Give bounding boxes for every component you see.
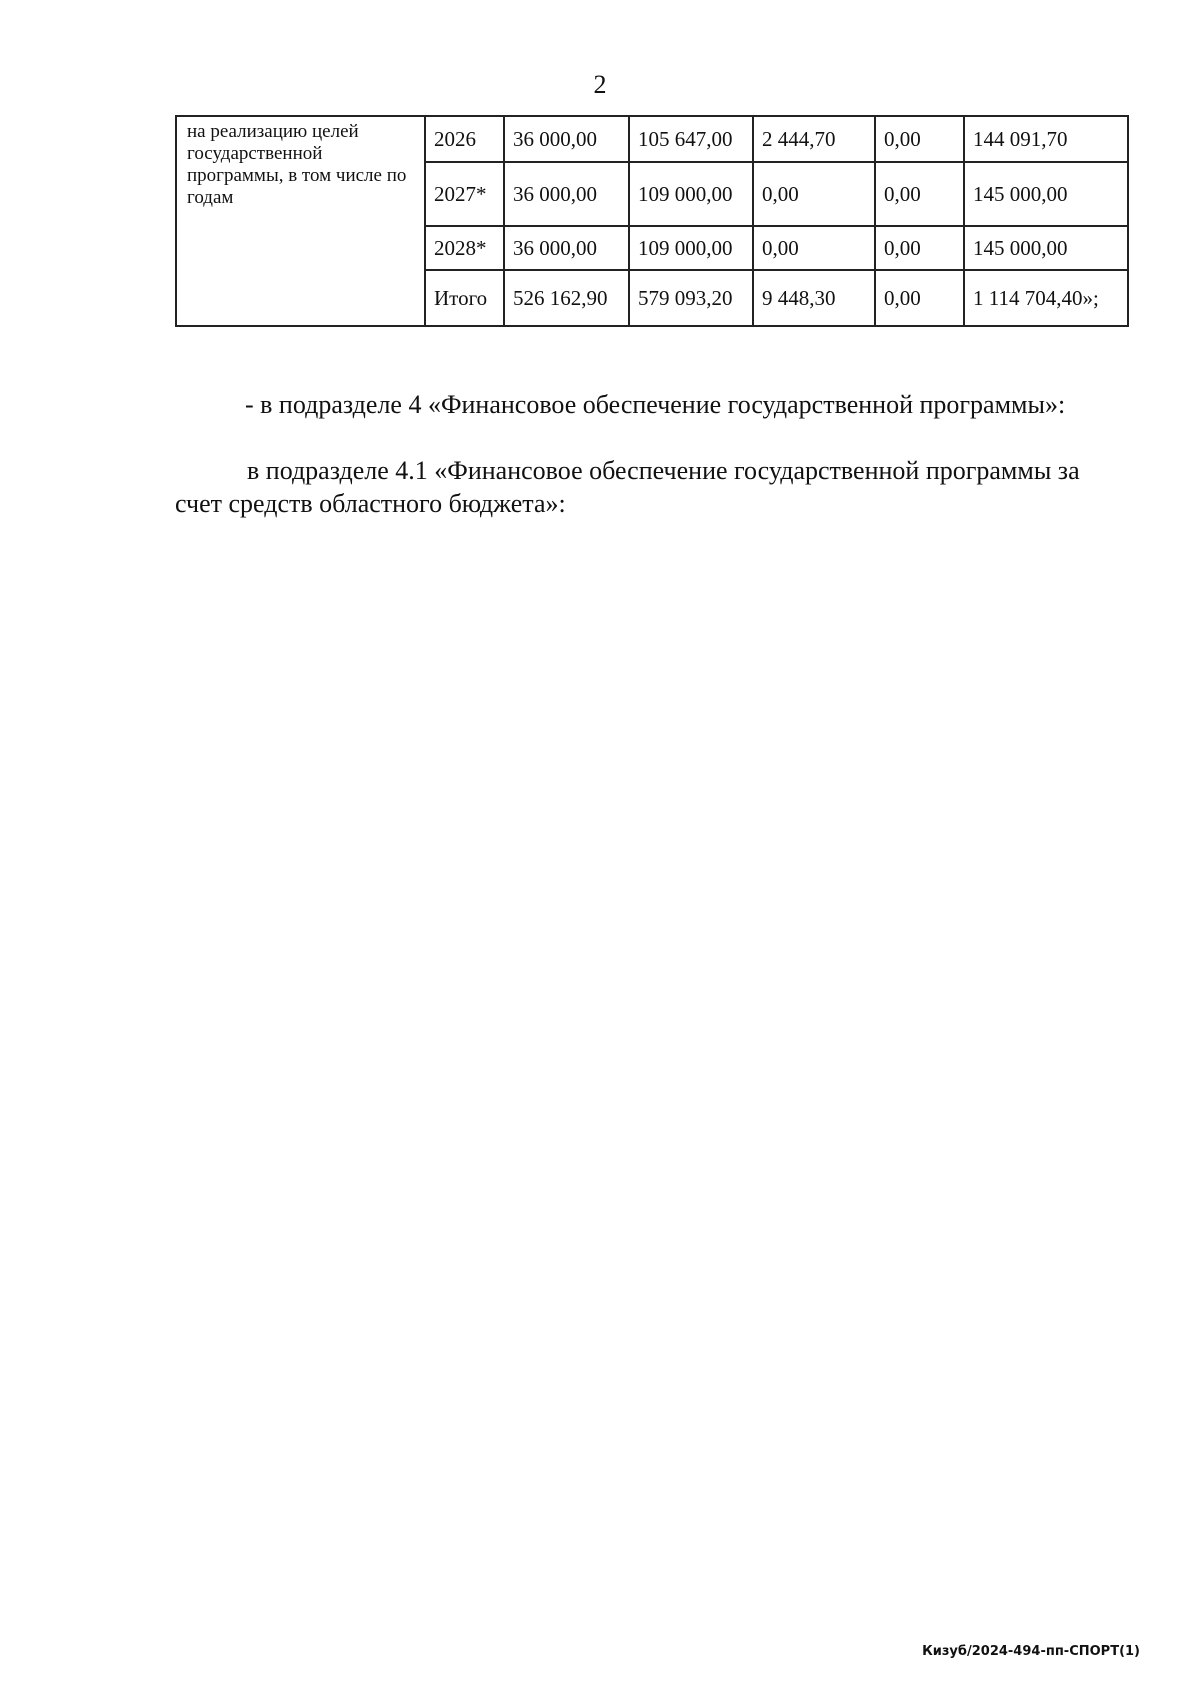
- table-cell-total: 1 114 704,40»;: [964, 270, 1128, 326]
- table-cell: 0,00: [875, 226, 964, 270]
- table-cell: 36 000,00: [504, 116, 629, 162]
- table-cell: 2 444,70: [753, 116, 875, 162]
- body-paragraph: - в подразделе 4 «Финансовое обеспечение государственной программы»:: [245, 390, 1066, 419]
- table-cell: 36 000,00: [504, 226, 629, 270]
- table-cell-year: 2027*: [425, 162, 504, 226]
- table-cell: 9 448,30: [753, 270, 875, 326]
- table-cell-total: 145 000,00: [964, 162, 1128, 226]
- table-cell-total: 144 091,70: [964, 116, 1128, 162]
- table-cell: 36 000,00: [504, 162, 629, 226]
- table-cell: 0,00: [753, 162, 875, 226]
- table-cell-year: Итого: [425, 270, 504, 326]
- table-cell: 109 000,00: [629, 162, 753, 226]
- page-number: 2: [593, 70, 607, 99]
- financing-table: [175, 115, 1129, 327]
- table-cell-total: 145 000,00: [964, 226, 1128, 270]
- table-cell: 105 647,00: [629, 116, 753, 162]
- table-cell: 579 093,20: [629, 270, 753, 326]
- table-cell-year: 2028*: [425, 226, 504, 270]
- table-row: [176, 116, 1128, 162]
- table-cell: 0,00: [875, 162, 964, 226]
- table-cell: 0,00: [875, 270, 964, 326]
- document-code: Кизуб/2024-494-пп-СПОРТ(1): [922, 1644, 1140, 1659]
- table-cell: 0,00: [875, 116, 964, 162]
- table-cell-year: 2026: [425, 116, 504, 162]
- table-cell: 526 162,90: [504, 270, 629, 326]
- table-cell: 0,00: [753, 226, 875, 270]
- table-row-label: на реализацию целей государственной программы, в том числе по годам: [176, 116, 425, 326]
- body-paragraph: в подразделе 4.1 «Финансовое обеспечение государственной программы за счет средств областного бюджета»:: [175, 456, 1080, 518]
- table-cell: 109 000,00: [629, 226, 753, 270]
